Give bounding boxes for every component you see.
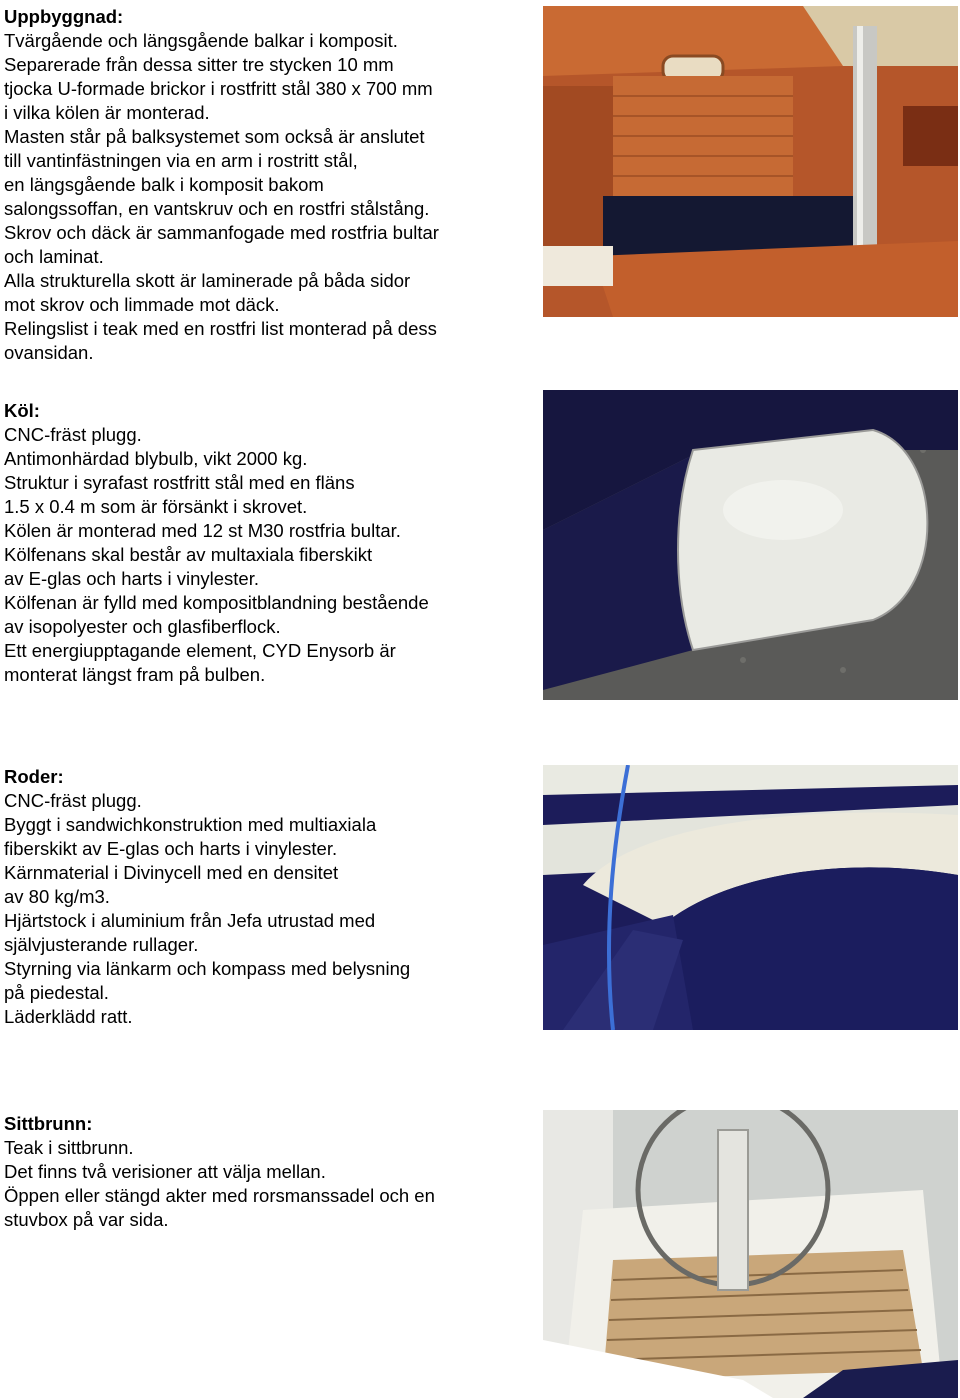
text-line: till vantinfästningen via en arm i rostritt stål, [4,150,358,171]
text-line: salongssoffan, en vantskruv och en rostfri stålstång. [4,198,430,219]
text-line: Skrov och däck är sammanfogade med rostfria bultar [4,222,439,243]
section-heading: Roder: [4,766,64,787]
text-line: fiberskikt av E-glas och harts i vinylester. [4,838,338,859]
text-line: Antimonhärdad blybulb, vikt 2000 kg. [4,448,308,469]
text-line: Kölfenans skal består av multaxiala fiberskikt [4,544,373,565]
section-heading: Köl: [4,400,40,421]
text-line: Masten står på balksystemet som också är anslutet [4,126,425,147]
text-line: Läderklädd ratt. [4,1006,133,1027]
text-line: Styrning via länkarm och kompass med belysning [4,958,411,979]
section-sittbrunn [4,1112,524,1232]
text-line: 1.5 x 0.4 m som är försänkt i skrovet. [4,496,308,517]
text-line: monterat längst fram på bulben. [4,664,266,685]
text-line: CNC-fräst plugg. [4,424,142,445]
text-line: Teak i sittbrunn. [4,1137,134,1158]
text-line: Kölen är monterad med 12 st M30 rostfria bultar. [4,520,401,541]
text-line: av 80 kg/m3. [4,886,110,907]
rudder-photo [543,765,958,1030]
text-line: ovansidan. [4,342,94,363]
text-line: Öppen eller stängd akter med rorsmanssadel och en [4,1185,435,1206]
text-line: Separerade från dessa sitter tre stycken 10 mm [4,54,394,75]
text-line: Hjärtstock i aluminium från Jefa utrustad med [4,910,376,931]
text-line: tjocka U-formade brickor i rostfritt stål 380 x 700 mm [4,78,433,99]
text-line: Struktur i syrafast rostfritt stål med en fläns [4,472,355,493]
keel-photo [543,390,958,700]
text-line: Kärnmaterial i Divinycell med en densitet [4,862,339,883]
cockpit-photo [543,1110,958,1398]
text-line: av E-glas och harts i vinylester. [4,568,259,589]
text-line: och laminat. [4,246,104,267]
text-line: Kölfenan är fylld med kompositblandning bestående [4,592,429,613]
text-line: Byggt i sandwichkonstruktion med multiaxiala [4,814,377,835]
text-line: Alla strukturella skott är laminerade på båda sidor [4,270,411,291]
text-line: av isopolyester och glasfiberflock. [4,616,281,637]
text-line: en längsgående balk i komposit bakom [4,174,324,195]
section-uppbyggnad [4,5,524,365]
section-roder [4,765,524,1029]
interior-photo [543,6,958,317]
section-heading: Uppbyggnad: [4,6,124,27]
text-line: stuvbox på var sida. [4,1209,169,1230]
section-kol [4,399,524,687]
text-line: självjusterande rullager. [4,934,199,955]
text-line: CNC-fräst plugg. [4,790,142,811]
text-line: i vilka kölen är monterad. [4,102,210,123]
text-line: Ett energiupptagande element, CYD Enysorb är [4,640,396,661]
text-line: mot skrov och limmade mot däck. [4,294,280,315]
text-line: Relingslist i teak med en rostfri list monterad på dess [4,318,437,339]
text-line: Det finns två verisioner att välja mellan. [4,1161,326,1182]
section-heading: Sittbrunn: [4,1113,93,1134]
text-line: Tvärgående och längsgående balkar i komposit. [4,30,398,51]
text-line: på piedestal. [4,982,109,1003]
